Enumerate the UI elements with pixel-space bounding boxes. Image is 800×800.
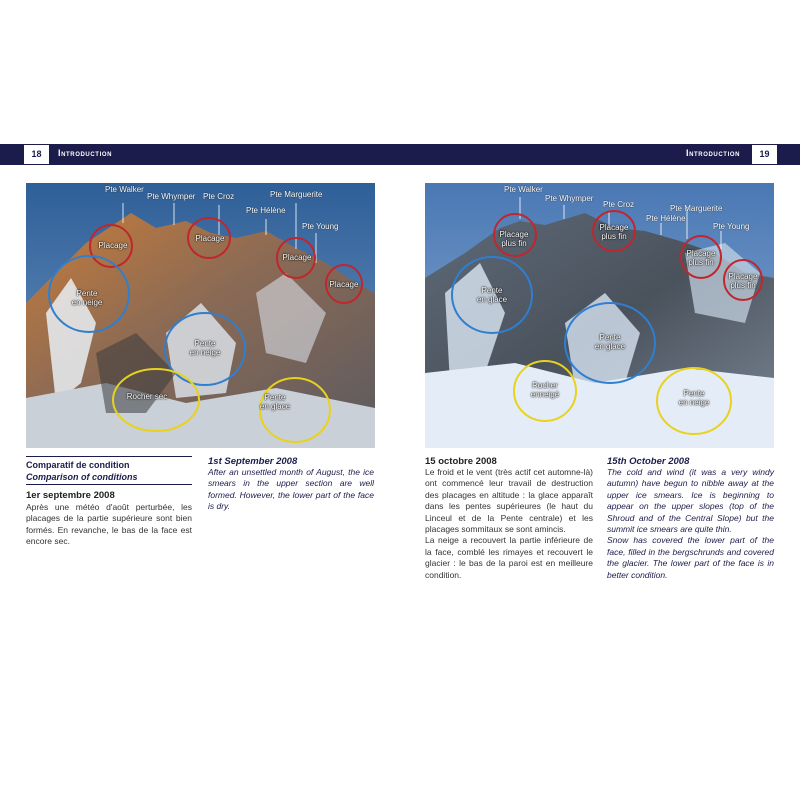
circle-label: Pente en neige (71, 289, 103, 307)
circle-label: Placage plus fin (728, 272, 758, 290)
date-fr: 1er septembre 2008 (26, 490, 115, 501)
circle-label: Placage (98, 241, 128, 250)
page-number-left: 18 (24, 145, 49, 164)
date-en: 1st September 2008 (208, 456, 298, 467)
circle-label: Placage (195, 234, 225, 243)
date-en: 15th October 2008 (607, 456, 690, 467)
body-en: After an unsettled month of August, the ice smears in the upper section are well formed. However, the lower part of the face is dry. (208, 467, 374, 512)
section-heading: Comparatif de condition (26, 460, 130, 470)
circle-label: Placage plus fin (686, 249, 716, 267)
heading-rule-bottom (26, 484, 192, 485)
peak-label: Pte Hélène (246, 206, 286, 215)
circle-label: Pente en neige (189, 339, 221, 357)
circle-label: Placage plus fin (499, 230, 529, 248)
page-number-right: 19 (752, 145, 777, 164)
heading-rule-top (26, 456, 192, 457)
peak-label: Pte Young (302, 222, 339, 231)
circle-label: Placage (282, 253, 312, 262)
peak-label: Pte Whymper (545, 194, 594, 203)
body-fr: Après une météo d'août perturbée, les placages de la partie supérieure sont bien formés. En revanche, le bas de la face est encore sec. (26, 502, 192, 547)
peak-label: Pte Croz (603, 200, 635, 209)
circle-label: Placage (329, 280, 359, 289)
section-subheading: Comparison of conditions (26, 472, 138, 482)
circle-label: Pente en glace (259, 393, 291, 411)
circles-overlay-left (26, 183, 375, 448)
header-band-right (401, 144, 800, 165)
body-en: The cold and wind (it was a very windy autumn) have begun to nibble away at the upper ice smears. Ice is beginning to appear on the upper slopes (top of the Shroud and of the Central Slope) but the summit ice smears are quite thin. Snow has covered the lower part of the face, filled in the bergschrunds and covered the glacier. The lower part of the face is in better condition. (607, 467, 774, 580)
circle-label: Pente en neige (678, 389, 710, 407)
peak-label: Pte Marguerite (270, 190, 323, 199)
peak-label: Pte Whymper (147, 192, 196, 201)
circle-label: Pente en glace (594, 333, 626, 351)
peak-label: Pte Walker (504, 185, 543, 194)
circle-label: Rocher sec (126, 392, 168, 401)
section-title-right: Introduction (686, 148, 741, 158)
circle-label: Rocher enneigé (530, 381, 560, 399)
circle-label: Placage plus fin (599, 223, 629, 241)
peak-label: Pte Marguerite (670, 204, 723, 213)
peak-label: Pte Hélène (646, 214, 686, 223)
body-fr: Le froid et le vent (très actif cet automne-là) ont commencé leur travail de destruction des placages en altitude : la glace apparaît dans les pentes supérieures (le haut du Linceul et de la Pente centrale) et les placages sommitaux se sont amincis. La neige a recouvert la partie inférieure de la face, comblé les rimayes et recouvert le glacier : le bas de la paroi est en meilleure condition. (425, 467, 593, 580)
section-title-left: Introduction (58, 148, 113, 158)
date-fr: 15 octobre 2008 (425, 456, 497, 467)
peak-label: Pte Young (713, 222, 750, 231)
peak-label: Pte Walker (105, 185, 144, 194)
peak-label: Pte Croz (203, 192, 235, 201)
circle-label: Pente en glace (476, 286, 508, 304)
